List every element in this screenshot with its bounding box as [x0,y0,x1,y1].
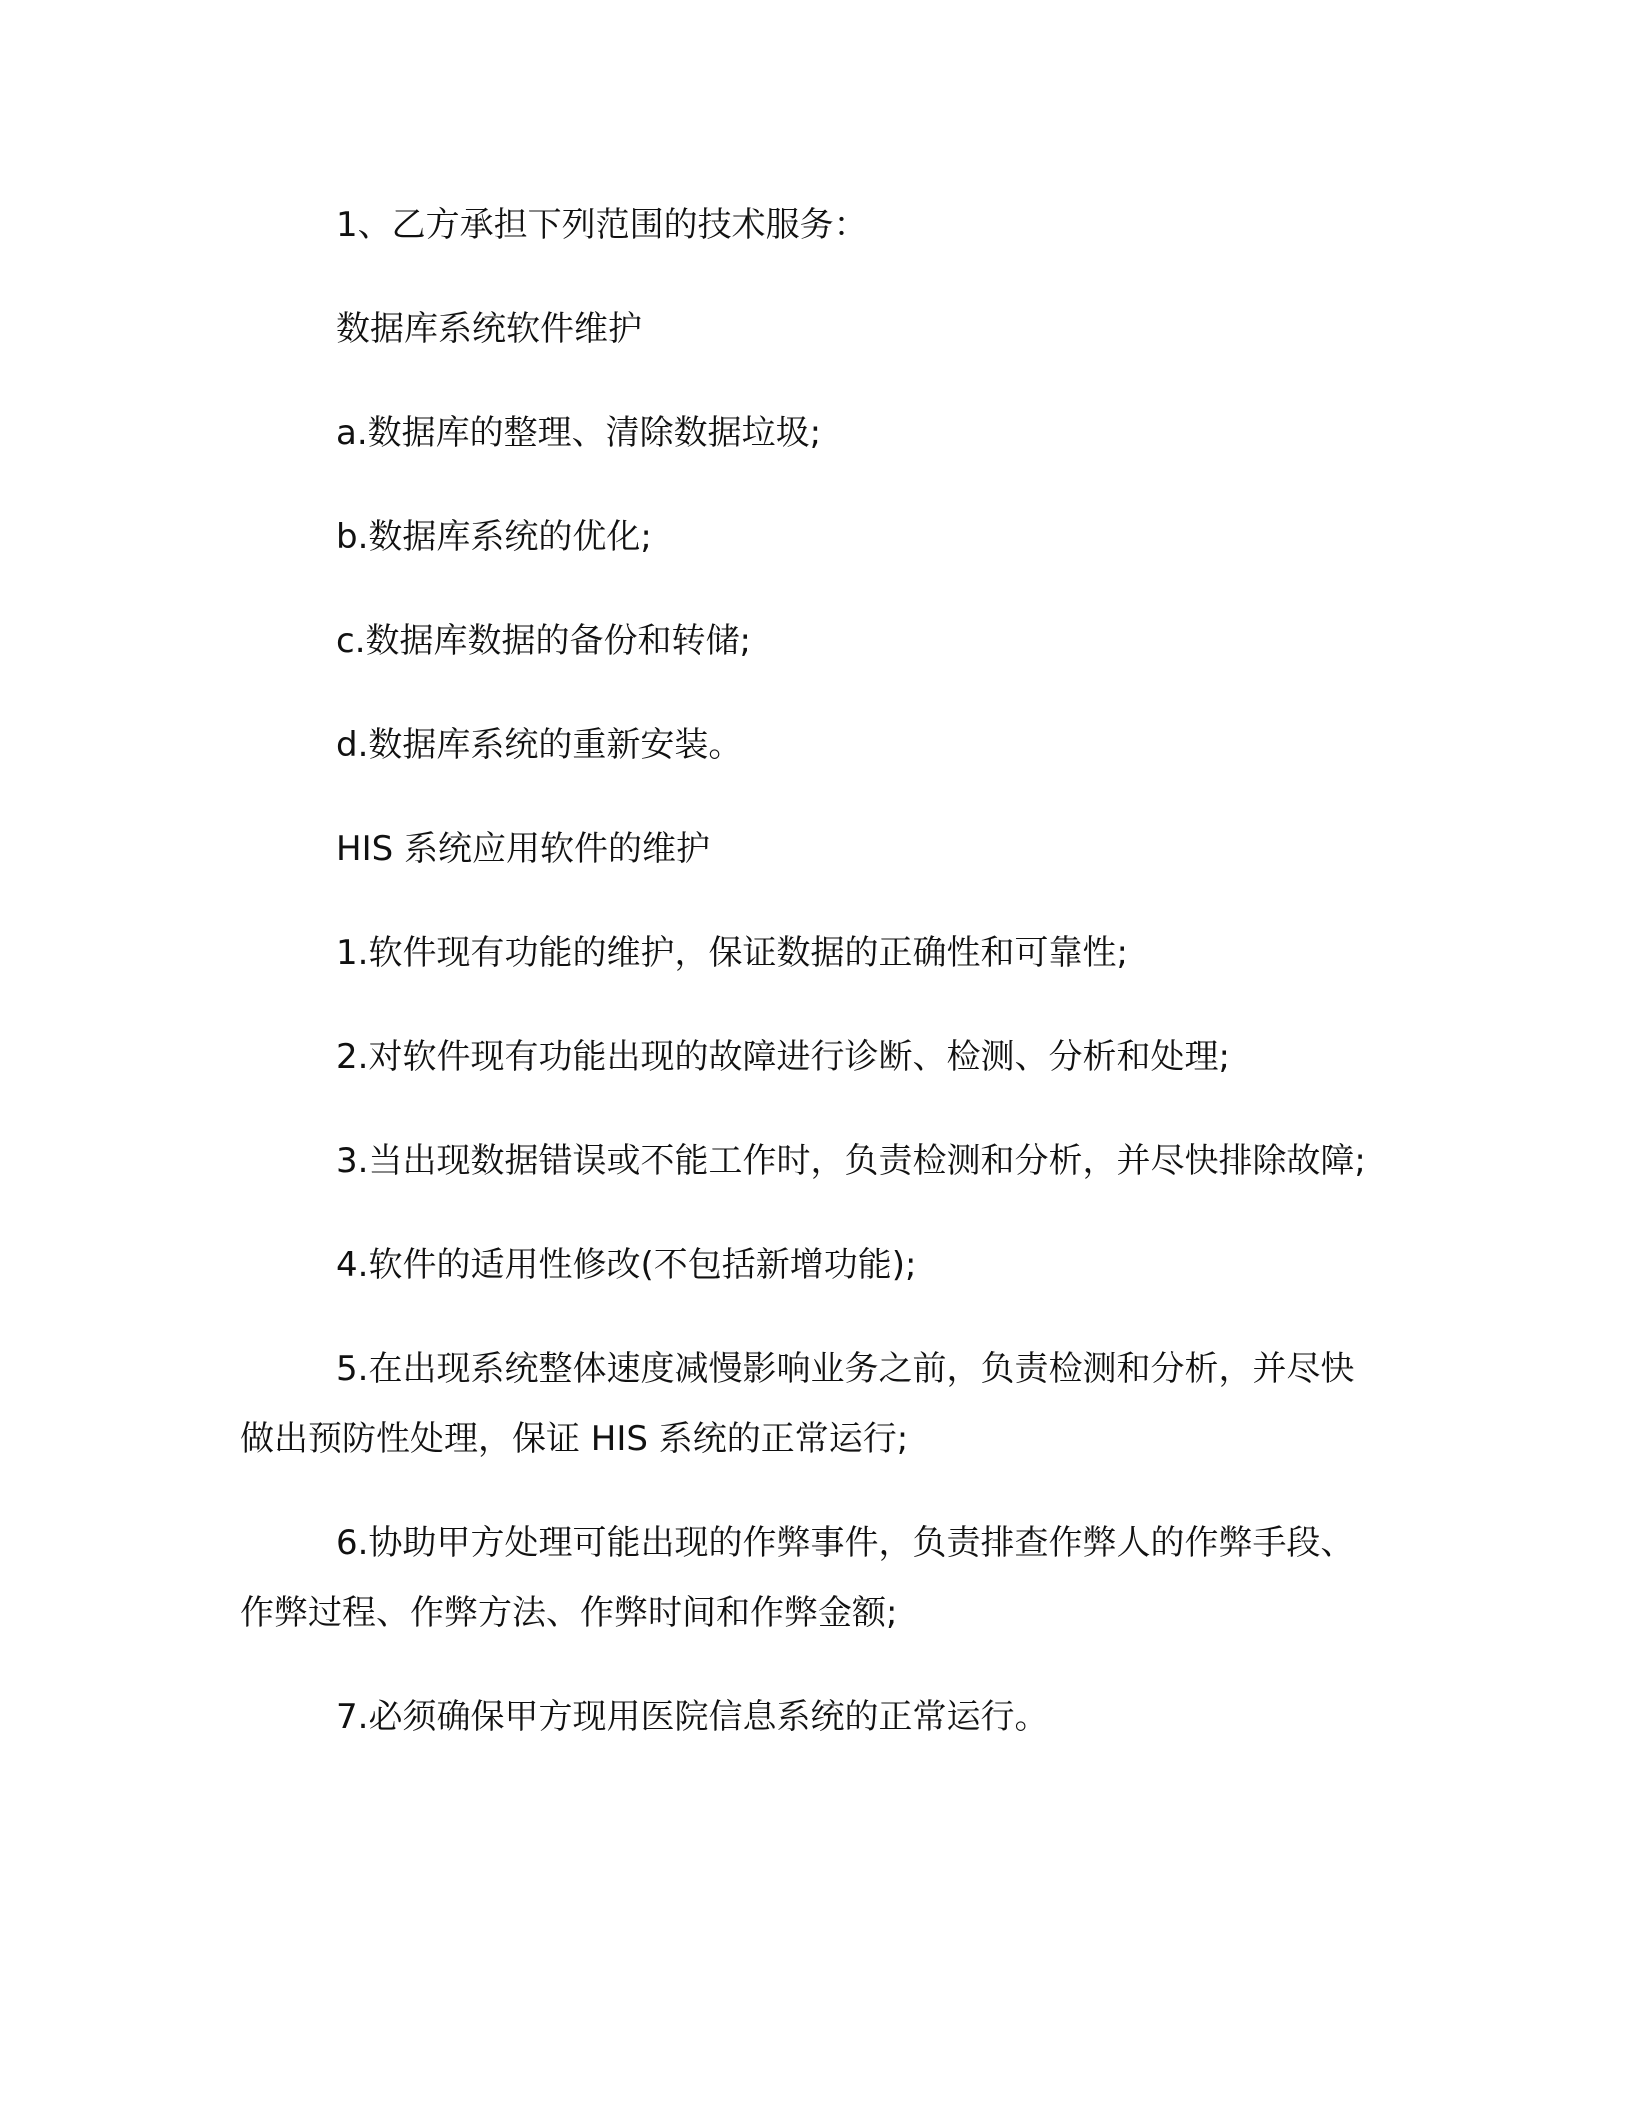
paragraph-item-4: 4.软件的适用性修改(不包括新增功能); [336,1245,917,1285]
paragraph-item-d: d.数据库系统的重新安装。 [336,725,743,765]
paragraph-item-c: c.数据库数据的备份和转储; [336,621,751,661]
paragraph-item-5: 5.在出现系统整体速度减慢影响业务之前，负责检测和分析，并尽快做出预防性处理，保证 HIS 系统的正常运行; [240,1349,1355,1459]
paragraph-database-maintenance-heading: 数据库系统软件维护 [336,309,642,349]
paragraph-his-maintenance-heading: HIS 系统应用软件的维护 [336,829,710,869]
paragraph-item-3: 3.当出现数据错误或不能工作时，负责检测和分析，并尽快排除故障; [336,1141,1366,1181]
paragraph-item-b: b.数据库系统的优化; [336,517,652,557]
paragraph-item-6: 6.协助甲方处理可能出现的作弊事件，负责排查作弊人的作弊手段、作弊过程、作弊方法、作弊时间和作弊金额; [240,1523,1355,1633]
paragraph-scope-heading: 1、乙方承担下列范围的技术服务： [336,205,868,245]
paragraph-item-7: 7.必须确保甲方现用医院信息系统的正常运行。 [336,1697,1049,1737]
paragraph-item-1: 1.软件现有功能的维护，保证数据的正确性和可靠性; [336,933,1128,973]
paragraph-item-2: 2.对软件现有功能出现的故障进行诊断、检测、分析和处理; [336,1037,1230,1077]
document-body [240,190,1380,1786]
paragraph-item-a: a.数据库的整理、清除数据垃圾; [336,413,822,453]
